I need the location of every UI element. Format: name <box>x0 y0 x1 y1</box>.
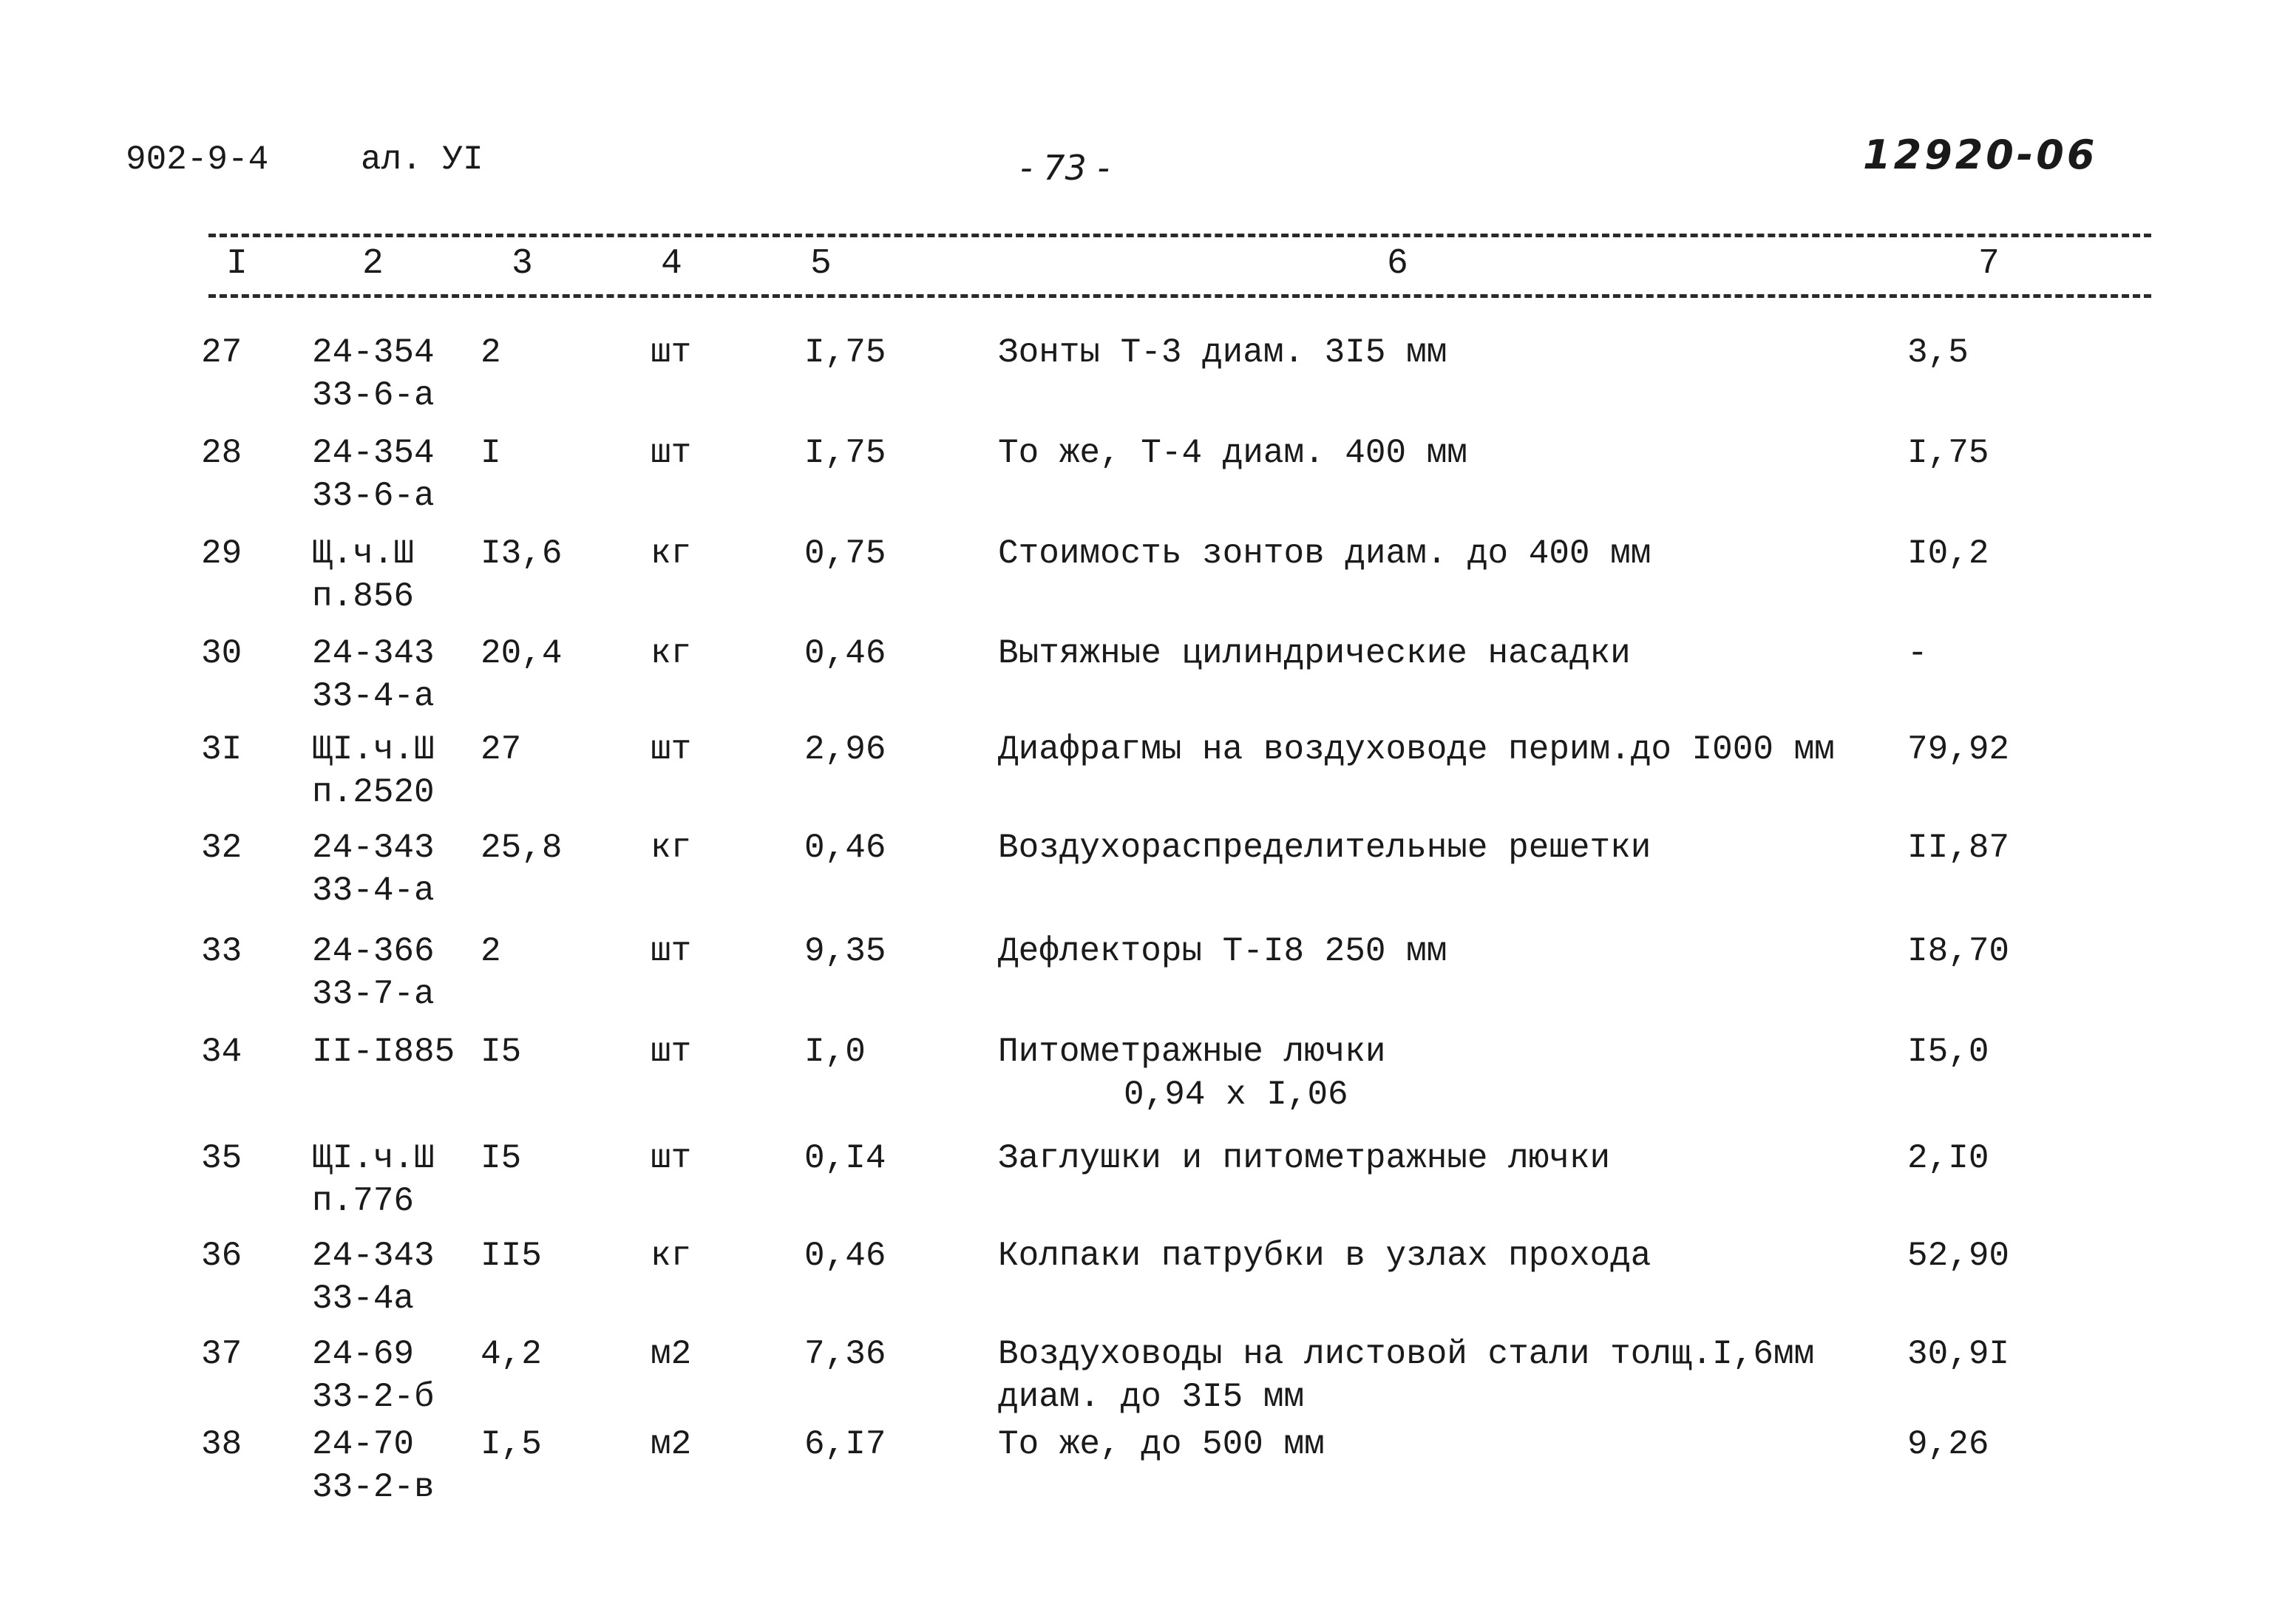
row-unit-value: шт <box>651 434 692 472</box>
row-unit <box>651 1234 691 1277</box>
row-code <box>312 1423 435 1509</box>
row-description-value: То же, до 500 мм <box>998 1425 1325 1464</box>
row-total-value: I8,70 <box>1907 932 2010 971</box>
row-quantity <box>481 1333 542 1376</box>
row-description <box>998 331 1447 374</box>
row-description-value: Зонты Т-3 диам. 3I5 мм <box>998 333 1447 372</box>
row-number <box>201 728 242 771</box>
row-description <box>998 1333 1814 1419</box>
row-quantity-value: I5 <box>481 1033 522 1071</box>
row-code <box>312 632 435 718</box>
row-number-value: 32 <box>201 829 242 867</box>
row-total <box>1907 728 2009 771</box>
row-unit-price <box>804 331 886 374</box>
row-unit-price-value: 6,I7 <box>804 1425 886 1464</box>
row-description-line2: диам. до 3I5 мм <box>998 1378 1305 1416</box>
row-quantity <box>481 1234 542 1277</box>
row-number <box>201 432 242 475</box>
row-total-value: 3,5 <box>1907 333 1969 372</box>
row-total <box>1907 1333 2009 1376</box>
row-number <box>201 930 242 973</box>
row-quantity <box>481 1137 521 1180</box>
row-code <box>312 532 414 618</box>
column-number-2: 2 <box>358 244 388 284</box>
row-code-value: ЩI.ч.Ш <box>312 730 435 769</box>
row-number-value: 33 <box>201 932 242 971</box>
row-code-value: 24-354 <box>312 434 435 472</box>
row-code-line2: 33-7-а <box>312 975 435 1013</box>
row-code <box>312 1137 435 1223</box>
sheet-label: ал. УI <box>361 140 483 179</box>
row-code-line2: 33-2-в <box>312 1468 435 1506</box>
row-unit-price-value: 9,35 <box>804 932 886 971</box>
row-description-value: Диафрагмы на воздуховоде перим.до I000 мм <box>998 730 1835 769</box>
row-unit-price <box>804 1030 866 1073</box>
row-quantity-value: 4,2 <box>481 1335 542 1373</box>
row-total <box>1907 532 1989 575</box>
row-quantity <box>481 930 501 973</box>
row-unit <box>651 1333 691 1376</box>
row-description <box>998 432 1467 475</box>
row-unit <box>651 728 691 771</box>
row-description-line2: 0,94 х I,06 <box>1124 1076 1348 1114</box>
row-number-value: 37 <box>201 1335 242 1373</box>
row-description <box>998 1137 1610 1180</box>
row-total-value: II,87 <box>1907 829 2010 867</box>
row-number-value: 30 <box>201 634 242 673</box>
document-code: 902-9-4 <box>126 140 269 179</box>
row-quantity-value: I5 <box>481 1139 522 1178</box>
row-code <box>312 728 435 814</box>
row-quantity <box>481 1423 542 1466</box>
row-unit-price-value: 0,46 <box>804 829 886 867</box>
row-description <box>998 532 1651 575</box>
row-description-value: Стоимость зонтов диам. до 400 мм <box>998 534 1651 573</box>
row-unit-value: шт <box>651 1033 692 1071</box>
row-code-line2: 33-4-а <box>312 872 435 910</box>
row-number <box>201 532 242 575</box>
row-quantity <box>481 728 521 771</box>
row-number <box>201 1137 242 1180</box>
row-number-value: 3I <box>201 730 242 769</box>
row-quantity-value: 27 <box>481 730 522 769</box>
column-number-4: 4 <box>656 244 687 284</box>
row-code-value: II-I885 <box>312 1033 455 1071</box>
row-quantity <box>481 826 562 869</box>
row-total-value: 9,26 <box>1907 1425 1989 1464</box>
row-description <box>998 728 1835 771</box>
column-number-3: 3 <box>507 244 537 284</box>
row-unit-price <box>804 632 886 675</box>
row-unit <box>651 532 691 575</box>
column-number-7: 7 <box>1974 244 2004 284</box>
row-unit <box>651 1030 691 1073</box>
row-quantity-value: 25,8 <box>481 829 563 867</box>
row-number-value: 34 <box>201 1033 242 1071</box>
row-total <box>1907 632 1928 675</box>
row-unit-price <box>804 826 886 869</box>
row-unit-price <box>804 930 886 973</box>
row-total-value: 79,92 <box>1907 730 2010 769</box>
row-code <box>312 1234 435 1320</box>
row-unit <box>651 432 691 475</box>
row-code-value: 24-343 <box>312 634 435 673</box>
row-unit-value: кг <box>651 829 692 867</box>
row-code <box>312 1333 435 1419</box>
row-total <box>1907 826 2009 869</box>
row-description <box>998 632 1631 675</box>
row-code-value: ЩI.ч.Ш <box>312 1139 435 1178</box>
row-unit-value: кг <box>651 534 692 573</box>
row-quantity <box>481 1030 521 1073</box>
row-code <box>312 1030 455 1073</box>
row-code <box>312 826 435 912</box>
row-number-value: 27 <box>201 333 242 372</box>
row-total-value: I5,0 <box>1907 1033 1989 1071</box>
row-code-value: 24-366 <box>312 932 435 971</box>
row-number-value: 35 <box>201 1139 242 1178</box>
header-rule-top <box>208 234 2151 237</box>
row-unit-price-value: I,0 <box>804 1033 866 1071</box>
row-unit-value: кг <box>651 1237 692 1275</box>
row-total-value: I,75 <box>1907 434 1989 472</box>
row-unit <box>651 1423 691 1466</box>
row-code <box>312 331 435 417</box>
row-description-value: Колпаки патрубки в узлах прохода <box>998 1237 1651 1275</box>
row-number <box>201 331 242 374</box>
row-unit-price-value: 0,46 <box>804 1237 886 1275</box>
row-description-value: Питометражные лючки <box>998 1033 1386 1071</box>
row-unit-price-value: 7,36 <box>804 1335 886 1373</box>
row-description-value: Дефлекторы Т-I8 250 мм <box>998 932 1447 971</box>
row-unit-value: м2 <box>651 1335 692 1373</box>
row-number <box>201 1333 242 1376</box>
row-unit-price <box>804 432 886 475</box>
row-quantity-value: I,5 <box>481 1425 542 1464</box>
row-code-value: 24-343 <box>312 829 435 867</box>
row-total <box>1907 1137 1989 1180</box>
row-code-value: Щ.ч.Ш <box>312 534 415 573</box>
document-id: 12920-06 <box>1863 132 2098 178</box>
row-code <box>312 930 435 1016</box>
row-description-value: Заглушки и питометражные лючки <box>998 1139 1611 1178</box>
row-code-line2: п.856 <box>312 577 415 616</box>
row-code-line2: 33-6-а <box>312 376 435 415</box>
row-unit-value: шт <box>651 1139 692 1178</box>
row-code-line2: 33-4а <box>312 1280 415 1318</box>
row-unit-price <box>804 532 886 575</box>
row-total-value: - <box>1907 634 1928 673</box>
row-unit <box>651 632 691 675</box>
row-unit-price <box>804 1137 886 1180</box>
row-number-value: 28 <box>201 434 242 472</box>
row-code-value: 24-70 <box>312 1425 415 1464</box>
row-unit-price <box>804 728 886 771</box>
row-unit-price-value: 2,96 <box>804 730 886 769</box>
row-unit <box>651 930 691 973</box>
column-number-1: I <box>222 244 252 284</box>
row-number <box>201 632 242 675</box>
page-number: - 73 - <box>1020 148 1110 188</box>
row-unit-value: м2 <box>651 1425 692 1464</box>
row-code-line2: 33-4-а <box>312 677 435 716</box>
row-total <box>1907 432 1989 475</box>
row-number <box>201 1234 242 1277</box>
row-code-value: 24-354 <box>312 333 435 372</box>
row-unit <box>651 331 691 374</box>
row-number <box>201 1423 242 1466</box>
row-total-value: 2,I0 <box>1907 1139 1989 1178</box>
row-quantity <box>481 331 501 374</box>
row-quantity <box>481 532 562 575</box>
row-unit-price <box>804 1423 886 1466</box>
row-unit-value: кг <box>651 634 692 673</box>
row-unit-price-value: I,75 <box>804 333 886 372</box>
row-quantity-value: I3,6 <box>481 534 563 573</box>
row-unit-price-value: 0,46 <box>804 634 886 673</box>
row-total-value: 30,9I <box>1907 1335 2010 1373</box>
row-code-value: 24-69 <box>312 1335 415 1373</box>
row-unit <box>651 1137 691 1180</box>
row-code-line2: п.2520 <box>312 773 435 812</box>
row-quantity-value: 2 <box>481 932 501 971</box>
row-code-line2: п.776 <box>312 1182 415 1220</box>
column-number-6: 6 <box>1382 244 1413 284</box>
row-total <box>1907 331 1969 374</box>
row-code <box>312 432 435 517</box>
row-code-line2: 33-6-а <box>312 477 435 515</box>
row-description-value: То же, Т-4 диам. 400 мм <box>998 434 1467 472</box>
row-unit <box>651 826 691 869</box>
row-description-value: Вытяжные цилиндрические насадки <box>998 634 1631 673</box>
row-number-value: 36 <box>201 1237 242 1275</box>
row-number <box>201 826 242 869</box>
row-number <box>201 1030 242 1073</box>
row-unit-value: шт <box>651 932 692 971</box>
row-code-line2: 33-2-б <box>312 1378 435 1416</box>
row-quantity <box>481 432 501 475</box>
row-code-value: 24-343 <box>312 1237 435 1275</box>
row-description <box>998 826 1651 869</box>
row-unit-value: шт <box>651 333 692 372</box>
row-unit-price <box>804 1234 886 1277</box>
row-total-value: I0,2 <box>1907 534 1989 573</box>
row-quantity <box>481 632 562 675</box>
column-number-5: 5 <box>806 244 836 284</box>
row-total <box>1907 1423 1989 1466</box>
row-unit-value: шт <box>651 730 692 769</box>
row-total <box>1907 1030 1989 1073</box>
row-total <box>1907 1234 2009 1277</box>
row-description <box>998 1234 1651 1277</box>
row-total-value: 52,90 <box>1907 1237 2010 1275</box>
row-unit-price-value: I,75 <box>804 434 886 472</box>
row-description <box>998 1030 1386 1116</box>
row-description <box>998 1423 1325 1466</box>
row-number-value: 29 <box>201 534 242 573</box>
row-total <box>1907 930 2009 973</box>
row-quantity-value: 20,4 <box>481 634 563 673</box>
row-unit-price <box>804 1333 886 1376</box>
row-quantity-value: I <box>481 434 501 472</box>
row-unit-price-value: 0,75 <box>804 534 886 573</box>
row-unit-price-value: 0,I4 <box>804 1139 886 1178</box>
row-quantity-value: II5 <box>481 1237 542 1275</box>
row-description-value: Воздуховоды на листовой стали толщ.I,6мм <box>998 1335 1815 1373</box>
row-quantity-value: 2 <box>481 333 501 372</box>
header-rule-bottom <box>208 294 2151 298</box>
row-number-value: 38 <box>201 1425 242 1464</box>
row-description <box>998 930 1447 973</box>
row-description-value: Воздухораспределительные решетки <box>998 829 1651 867</box>
